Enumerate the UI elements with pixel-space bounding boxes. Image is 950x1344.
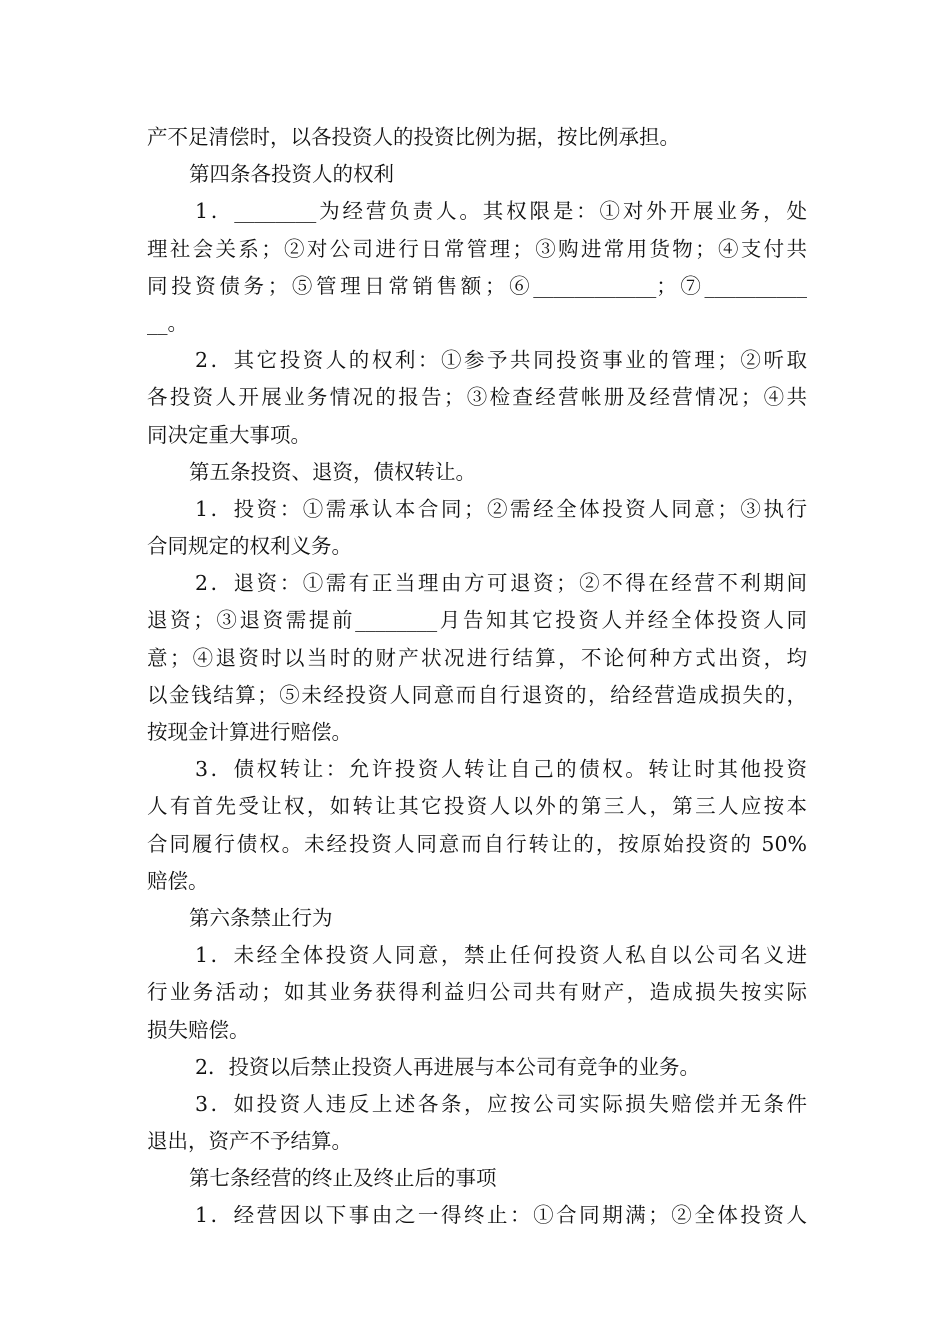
text-line: 以金钱结算；⑤未经投资人同意而自行退资的，给经营造成损失的， xyxy=(147,682,807,707)
text-line: 同决定重大事项。 xyxy=(147,422,311,447)
clause-line: 3．如投资人违反上述各条，应按公司实际损失赔偿并无条件 xyxy=(195,1091,807,1116)
text-line: 合同履行债权。未经投资人同意而自行转让的，按原始投资的 50% xyxy=(147,831,807,856)
text-line: 人有首先受让权，如转让其它投资人以外的第三人，第三人应按本 xyxy=(147,794,807,819)
text-line: __。 xyxy=(147,310,188,335)
text-line: 意；④退资时以当时的财产状况进行结算，不论何种方式出资，均 xyxy=(147,645,807,670)
contract-body xyxy=(147,119,807,1235)
text-line: 损失赔偿。 xyxy=(147,1017,250,1042)
clause-line: 3．债权转让：允许投资人转让自己的债权。转让时其他投资 xyxy=(195,757,807,782)
text-line: 退资；③退资需提前________月告知其它投资人并经全体投资人同 xyxy=(147,608,807,633)
text-line: 同投资债务；⑤管理日常销售额；⑥____________；⑦__________ xyxy=(147,273,807,298)
clause-line: 2．投资以后禁止投资人再进展与本公司有竞争的业务。 xyxy=(195,1054,701,1079)
clause-line: 1．________为经营负责人。其权限是：①对外开展业务，处 xyxy=(195,199,807,224)
clause-line: 1．未经全体投资人同意，禁止任何投资人私自以公司名义进 xyxy=(195,943,807,968)
article-heading: 第六条禁止行为 xyxy=(189,905,333,930)
text-line: 按现金计算进行赔偿。 xyxy=(147,720,352,744)
article-heading: 第七条经营的终止及终止后的事项 xyxy=(189,1166,497,1191)
text-line: 各投资人开展业务情况的报告；③检查经营帐册及经营情况；④共 xyxy=(147,385,807,410)
clause-line: 1．投资：①需承认本合同；②需经全体投资人同意；③执行 xyxy=(195,496,807,521)
text-line: 合同规定的权利义务。 xyxy=(147,534,352,559)
text-line: 赔偿。 xyxy=(147,868,209,893)
article-heading: 第四条各投资人的权利 xyxy=(189,162,394,187)
clause-line: 2．其它投资人的权利：①参予共同投资事业的管理；②听取 xyxy=(195,348,807,373)
text-line: 退出，资产不予结算。 xyxy=(147,1129,352,1154)
text-line: 产不足清偿时，以各投资人的投资比例为据，按比例承担。 xyxy=(147,125,680,149)
article-heading: 第五条投资、退资，债权转让。 xyxy=(189,459,476,484)
text-line: 理社会关系；②对公司进行日常管理；③购进常用货物；④支付共 xyxy=(147,236,807,261)
clause-line: 1．经营因以下事由之一得终止：①合同期满；②全体投资人 xyxy=(195,1203,807,1228)
text-line: 行业务活动；如其业务获得利益归公司共有财产，造成损失按实际 xyxy=(147,980,807,1005)
clause-line: 2．退资：①需有正当理由方可退资；②不得在经营不利期间 xyxy=(195,571,807,596)
